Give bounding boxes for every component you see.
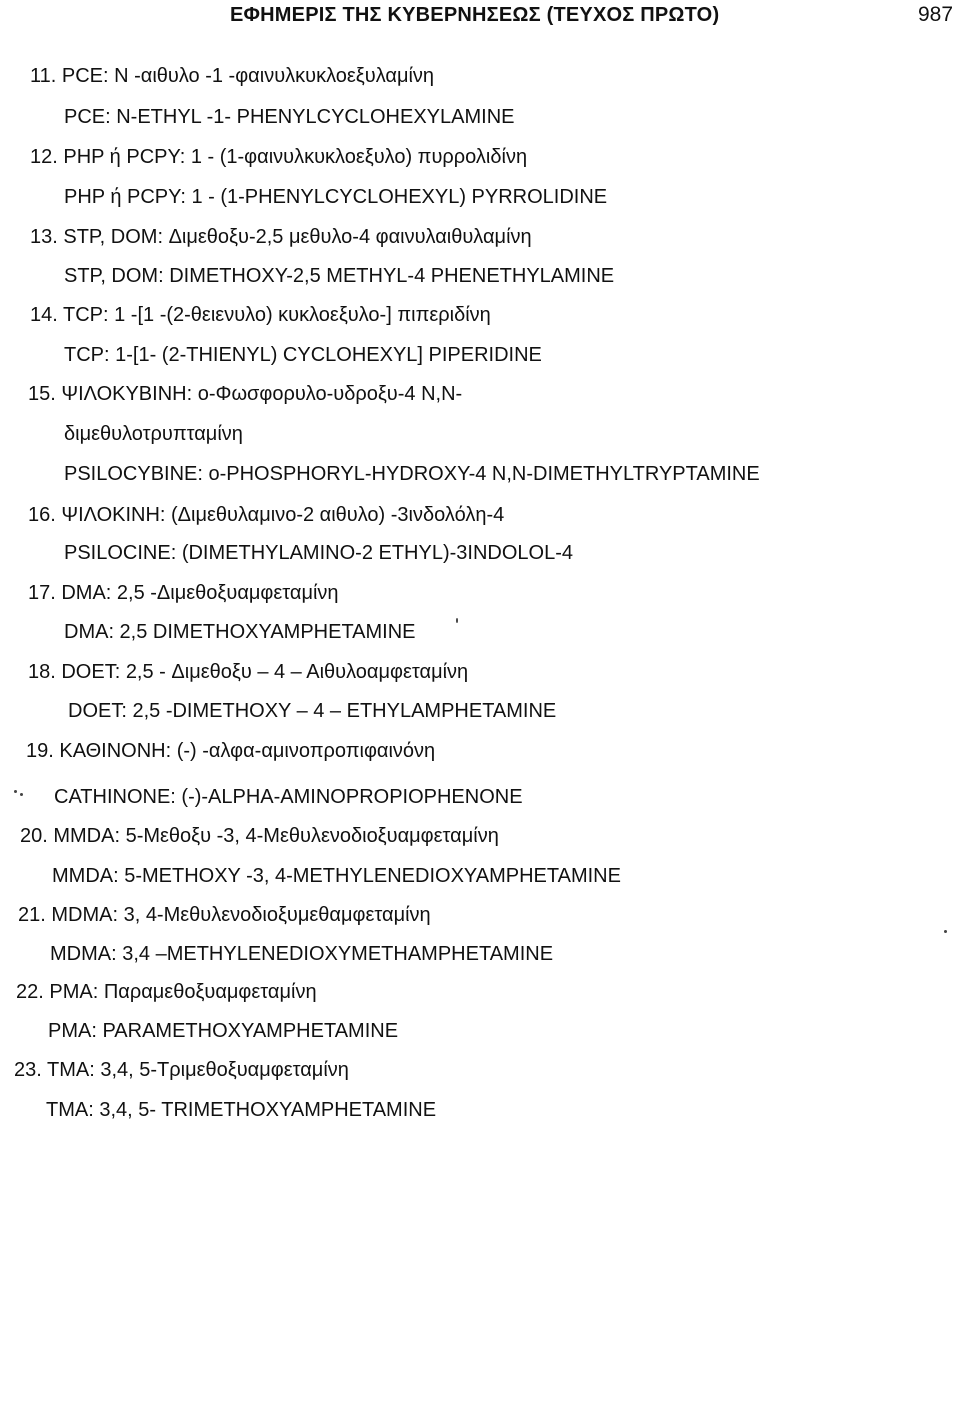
entry-16-greek: 16. ΨΙΛΟΚΙΝΗ: (Διμεθυλαμινο-2 αιθυλο) -3ινδολόλη-4 (28, 504, 505, 526)
entry-14-english: TCP: 1-[1- (2-THIENYL) CYCLOHEXYL] PIPERIDINE (64, 344, 542, 366)
entry-19-greek: 19. ΚΑΘΙΝΟΝΗ: (-) -αλφα-αμινοπροπιφαινόνη (26, 740, 436, 762)
entry-14-greek: 14. TCP: 1 -[1 -(2-θειενυλο) κυκλοεξυλο-] πιπεριδίνη (30, 304, 491, 326)
scan-speck (20, 793, 23, 796)
entry-13-greek: 13. STP, DOM: Διμεθοξυ-2,5 μεθυλο-4 φαινυλαιθυλαμίνη (30, 226, 532, 248)
entry-16-english: PSILOCINE: (DIMETHYLAMINO-2 ETHYL)-3INDOLOL-4 (64, 542, 573, 564)
gazette-title: ΕΦΗΜΕΡΙΣ ΤΗΣ ΚΥΒΕΡΝΗΣΕΩΣ (ΤΕΥΧΟΣ ΠΡΩΤΟ) (230, 4, 720, 26)
page-number: 987 (918, 3, 954, 26)
scan-speck (14, 790, 17, 793)
entry-17-greek: 17. DMA: 2,5 -Διμεθοξυαμφεταμίνη (28, 582, 339, 604)
entry-23-english: TMA: 3,4, 5- TRIMETHOXYAMPHETAMINE (46, 1099, 437, 1121)
entry-15-greek-cont: διμεθυλοτρυπταμίνη (64, 423, 243, 445)
entry-15-greek: 15. ΨΙΛΟΚΥΒΙΝΗ: ο-Φωσφορυλο-υδροξυ-4 Ν,Ν- (28, 383, 463, 405)
entry-22-greek: 22. PMA: Παραμεθοξυαμφεταμίνη (16, 981, 317, 1003)
entry-17-english: DMA: 2,5 DIMETHOXYAMPHETAMINE (64, 621, 416, 643)
entry-21-greek: 21. MDMA: 3, 4-Μεθυλενοδιοξυμεθαμφεταμίνη (18, 904, 431, 926)
entry-18-english: DOET: 2,5 -DIMETHOXY – 4 – ETHYLAMPHETAMINE (68, 700, 557, 722)
entry-19-english: CATHINONE: (-)-ALPHA-AMINOPROPIOPHENONE (54, 786, 523, 808)
entry-13-english: STP, DOM: DIMETHOXY-2,5 METHYL-4 PHENETHYLAMINE (64, 265, 615, 287)
entry-11-greek: 11. PCE: Ν -αιθυλο -1 -φαινυλκυκλοεξυλαμίνη (30, 65, 435, 87)
entry-23-greek: 23. TMA: 3,4, 5-Τριμεθοξυαμφεταμίνη (14, 1059, 349, 1081)
entry-11-english: PCE: N-ETHYL -1- PHENYLCYCLOHEXYLAMINE (64, 106, 515, 128)
entry-15-english: PSILOCYBINE: o-PHOSPHORYL-HYDROXY-4 N,N-DIMETHYLTRYPTAMINE (64, 463, 760, 485)
scan-speck (944, 930, 947, 933)
entry-12-greek: 12. PHP ή PCPY: 1 - (1-φαινυλκυκλοεξυλο) πυρρολιδίνη (30, 146, 528, 168)
entry-21-english: MDMA: 3,4 –METHYLENEDIOXYMETHAMPHETAMINE (50, 943, 554, 965)
entry-20-english: MMDA: 5-METHOXY -3, 4-METHYLENEDIOXYAMPHETAMINE (52, 865, 621, 887)
scan-speck (456, 618, 458, 623)
entry-18-greek: 18. DOET: 2,5 - Διμεθοξυ – 4 – Αιθυλοαμφεταμίνη (28, 661, 469, 683)
entry-12-english: PHP ή PCPY: 1 - (1-PHENYLCYCLOHEXYL) PYRROLIDINE (64, 186, 608, 208)
page-header (0, 0, 960, 38)
entry-22-english: PMA: PARAMETHOXYAMPHETAMINE (48, 1020, 399, 1042)
entry-20-greek: 20. MMDA: 5-Μεθοξυ -3, 4-Μεθυλενοδιοξυαμφεταμίνη (20, 825, 499, 847)
